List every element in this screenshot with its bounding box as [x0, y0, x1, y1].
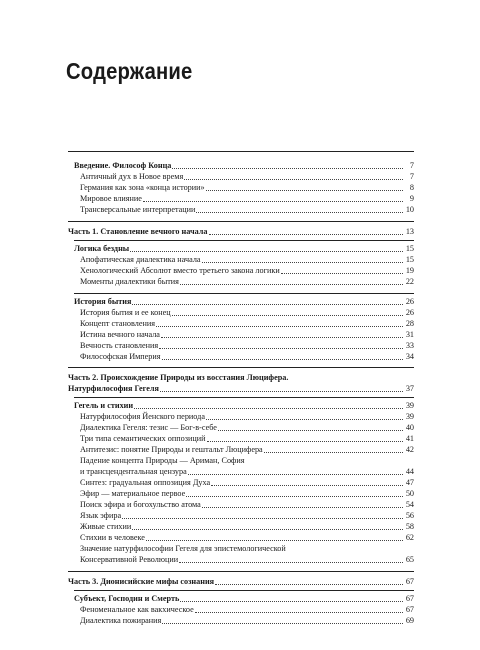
dot-leader [264, 452, 403, 453]
section-divider [74, 397, 414, 398]
toc-entry-title: Концепт становления [80, 319, 155, 328]
toc-entry-page: 28 [405, 319, 414, 328]
toc-entry[interactable] [80, 411, 414, 422]
toc-entry-page: 22 [405, 277, 414, 286]
dot-leader [188, 474, 403, 475]
section-divider [74, 590, 414, 591]
dot-leader [207, 441, 403, 442]
dot-leader [202, 262, 403, 263]
toc-entry[interactable] [80, 340, 414, 351]
toc-entry-page: 47 [405, 478, 414, 487]
dot-leader [180, 284, 403, 285]
section-divider [68, 571, 414, 572]
dot-leader [196, 212, 403, 213]
dot-leader [156, 326, 403, 327]
toc-entry-title: Античный дух в Новое время [80, 172, 184, 181]
dot-leader [146, 540, 403, 541]
toc-entry-title: Трансверсальные интерпретации [80, 205, 196, 214]
toc-entry-title: Вечность становления [80, 341, 159, 350]
dot-leader [215, 584, 403, 585]
toc-entry-title: Диалектика Гегеля: тезис — Бог-в-себе [80, 423, 217, 432]
toc-entry[interactable] [80, 532, 414, 543]
toc-entry-page: 7 [409, 172, 414, 181]
toc-entry[interactable] [80, 351, 414, 362]
toc-entry-page: 19 [405, 266, 414, 275]
toc-entry-title: Гегель и стихии [74, 401, 134, 410]
dot-leader [172, 168, 403, 169]
section-divider [74, 293, 414, 294]
page-title: Содержание [66, 58, 193, 84]
section-divider [68, 151, 414, 152]
toc-entry-page: 31 [405, 330, 414, 339]
dot-leader [132, 529, 403, 530]
dot-leader [211, 485, 403, 486]
dot-leader [160, 391, 403, 392]
dot-leader [162, 623, 403, 624]
toc-entry-title: Диалектика пожирания [80, 616, 162, 625]
toc-entry-page: 9 [409, 194, 414, 203]
toc-entry[interactable] [80, 171, 414, 182]
toc-entry-title[interactable]: Падение концепта Природы — Ариман, София [80, 456, 245, 465]
toc-entry-page: 54 [405, 500, 414, 509]
toc-entry[interactable] [74, 296, 414, 307]
toc-entry-page: 13 [405, 227, 414, 236]
toc-entry-title: Феноменальное как вакхическое [80, 605, 194, 614]
toc-entry-page: 8 [409, 183, 414, 192]
toc-entry-title: Введение. Философ Конца [74, 161, 172, 170]
toc-entry-title: Субъект, Господин и Смерть [74, 594, 180, 603]
toc-entry[interactable] [80, 276, 414, 287]
dot-leader [180, 601, 403, 602]
toc-entry-title: Натурфилософия Йенского периода [80, 412, 205, 421]
toc-entry-page: 42 [405, 445, 414, 454]
toc-entry[interactable] [80, 444, 414, 455]
dot-leader [202, 507, 403, 508]
toc-entry-page: 65 [405, 555, 414, 564]
toc-entry-page: 7 [409, 161, 414, 170]
toc-entry[interactable] [74, 160, 414, 171]
toc-entry-title: Живые стихии [80, 522, 132, 531]
dot-leader [206, 419, 403, 420]
toc-entry[interactable] [80, 254, 414, 265]
toc-entry-title: Истина вечного начала [80, 330, 160, 339]
toc-entry-page: 41 [405, 434, 414, 443]
toc-entry[interactable] [68, 576, 414, 587]
section-divider [68, 221, 414, 222]
dot-leader [195, 612, 403, 613]
toc-entry[interactable] [80, 193, 414, 204]
toc-entry-title: и трансцендентальная цензура [80, 467, 187, 476]
toc-entry[interactable] [80, 488, 414, 499]
toc-entry-title: История бытия [74, 297, 132, 306]
toc-entry-page: 26 [405, 297, 414, 306]
toc-entry-title: Натурфилософия Гегеля [68, 384, 159, 393]
toc-entry-page: 33 [405, 341, 414, 350]
toc-entry[interactable] [80, 510, 414, 521]
dot-leader [281, 273, 403, 274]
toc-entry-page: 67 [405, 577, 414, 586]
toc-entry-title: Консервативной Революции [80, 555, 179, 564]
toc-entry[interactable] [74, 593, 414, 604]
toc-entry-title: Антитезис: понятие Природы и гештальт Люцифера [80, 445, 263, 454]
toc-entry[interactable] [80, 204, 414, 215]
dot-leader [186, 496, 403, 497]
toc-entry-title: Хенологический Абсолют вместо третьего закона логики [80, 266, 280, 275]
toc-entry-title: Мировое влияние [80, 194, 142, 203]
dot-leader [161, 337, 403, 338]
toc-entry-page: 44 [405, 467, 414, 476]
toc-entry-title: Апофатическая диалектика начала [80, 255, 201, 264]
toc-entry[interactable] [80, 329, 414, 340]
toc-entry-title: Стихии в человеке [80, 533, 145, 542]
toc-entry-page: 56 [405, 511, 414, 520]
toc-entry[interactable] [80, 499, 414, 510]
toc-entry[interactable] [74, 243, 414, 254]
toc-entry-title[interactable]: Значение натурфилософии Гегеля для эпистемологической [80, 544, 286, 553]
toc-entry[interactable] [80, 521, 414, 532]
toc-entry[interactable] [80, 554, 414, 565]
toc-entry[interactable] [80, 604, 414, 615]
toc-entry[interactable] [80, 307, 414, 318]
toc-entry-page: 37 [405, 384, 414, 393]
toc-entry-title: Часть 3. Дионисийские мифы сознания [68, 577, 215, 586]
section-divider [68, 367, 414, 368]
toc-entry-page: 10 [405, 205, 414, 214]
toc-entry-page: 40 [405, 423, 414, 432]
dot-leader [162, 359, 403, 360]
toc-entry-page: 15 [405, 255, 414, 264]
toc-entry-page: 39 [405, 401, 414, 410]
toc-entry-title: Поиск эфира и богохульство атома [80, 500, 201, 509]
toc-entry[interactable] [80, 265, 414, 276]
dot-leader [143, 201, 403, 202]
toc-entry-page: 69 [405, 616, 414, 625]
toc-entry-page: 26 [405, 308, 414, 317]
dot-leader [130, 251, 403, 252]
toc-entry-title: Философская Империя [80, 352, 161, 361]
section-divider [74, 240, 414, 241]
toc-entry[interactable] [68, 383, 414, 394]
toc-entry-title: Часть 1. Становление вечного начала [68, 227, 208, 236]
dot-leader [206, 190, 403, 191]
toc-entry-title: Логика бездны [74, 244, 130, 253]
toc-entry[interactable] [80, 318, 414, 329]
dot-leader [134, 408, 403, 409]
dot-leader [184, 179, 403, 180]
toc-entry[interactable] [74, 400, 414, 411]
dot-leader [159, 348, 403, 349]
dot-leader [132, 304, 403, 305]
toc-entry-title: Язык эфира [80, 511, 122, 520]
toc-entry-page: 50 [405, 489, 414, 498]
dot-leader [172, 315, 403, 316]
toc-entry-page: 58 [405, 522, 414, 531]
toc-entry[interactable] [80, 615, 414, 626]
toc-entry-title: Моменты диалектики бытия [80, 277, 179, 286]
toc-entry-page: 39 [405, 412, 414, 421]
toc-entry-title: История бытия и ее конец [80, 308, 171, 317]
toc-entry[interactable] [80, 182, 414, 193]
toc-entry-title: Синтез: градуальная оппозиция Духа [80, 478, 211, 487]
toc-entry-title: Германия как зона «конца истории» [80, 183, 205, 192]
toc-entry-page: 67 [405, 594, 414, 603]
toc-entry-title: Три типа семантических оппозиций [80, 434, 206, 443]
dot-leader [209, 234, 404, 235]
toc-entry[interactable] [80, 422, 414, 433]
toc-entry[interactable] [80, 433, 414, 444]
toc-entry-page: 15 [405, 244, 414, 253]
dot-leader [218, 430, 403, 431]
toc-entry-title[interactable]: Часть 2. Происхождение Природы из восстания Люцифера. [68, 373, 289, 382]
toc-entry-page: 34 [405, 352, 414, 361]
dot-leader [122, 518, 403, 519]
toc-entry[interactable] [80, 477, 414, 488]
toc-entry-page: 67 [405, 605, 414, 614]
toc-entry[interactable] [80, 466, 414, 477]
toc-entry-title: Эфир — материальное первое [80, 489, 186, 498]
toc-entry[interactable] [68, 226, 414, 237]
dot-leader [179, 562, 403, 563]
toc-entry-page: 62 [405, 533, 414, 542]
